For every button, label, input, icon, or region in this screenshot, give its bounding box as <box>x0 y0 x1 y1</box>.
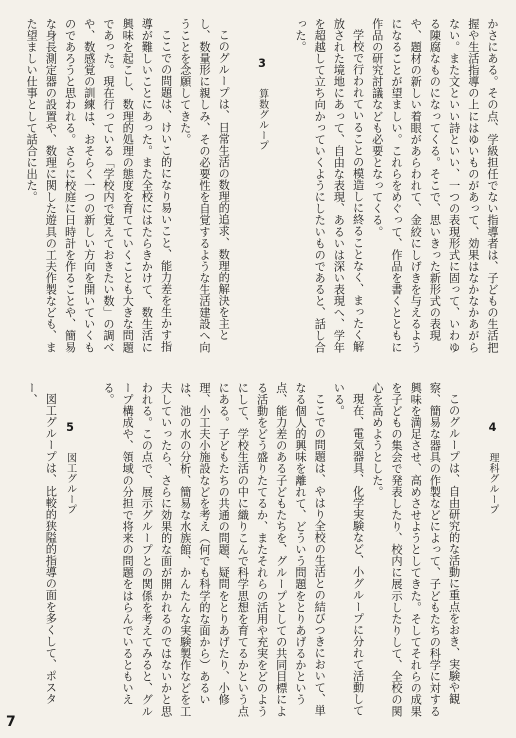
section3-number: 3 <box>255 57 269 71</box>
intro-paragraph: かさにある。その点、学級担任でない指導者は、子どもの生活把握や生活指導の上にはゆいものがあって、効果はなかなかあがらない。また文といい詩といい、一つの表現形式に固って、いわゆる陳腐なものになってくる。そこで、思いきった新形式の表現や、題材の新しい着眼があらわれて、金絞にしげきを与えるようになることが望ましい。これらをめぐって、作品を書くとともに作品の研究討議なども必要となってくる。 <box>370 18 499 353</box>
section-spacer <box>80 382 99 718</box>
section5-paragraph-1: 図工グループは、比較的狭隘的指導の面を多くして、ポスター、 <box>25 382 58 706</box>
lower-text-block <box>14 382 502 718</box>
section5-name: 図工グループ <box>64 452 76 515</box>
section-spacer <box>233 18 252 356</box>
section-spacer <box>272 18 291 356</box>
section-spacer <box>464 382 483 718</box>
section4-paragraph-1: このグループは、自由研究的な活動に重点をおき、実験や観察、簡易な器具の作製などによって、子どもたちの科学に対する興味を満足させ、高めさせようとしてきた。そしてそれらの成果を子どもの集会で発表したり、校内に展示したりして、全校の関心を高めようとした。 <box>370 382 461 717</box>
section4-name: 理科グループ <box>487 452 498 515</box>
closing-paragraph: 学校で行われていることの模造しに終ることなく、まったく解放された境地にあって、自由な表現、あるいは深い表現へ、学年を超越して立ち向かっていくようにしたいものであると、話し合った。 <box>293 18 365 353</box>
section4-number: 4 <box>486 421 499 435</box>
section5-heading <box>60 382 79 718</box>
page-number: 7 <box>6 714 16 730</box>
upper-text-block <box>14 18 502 356</box>
section4-heading <box>483 382 502 718</box>
section5-number: 5 <box>63 421 77 435</box>
section3-name: 算数グループ <box>256 88 268 151</box>
section3-paragraph-1: このグループは、日常生活の数理的追求、数理的解決を主とし、数量形に親しみ、その必要性を自覚するような生活建設へ向うことを念願してきた。 <box>178 18 231 353</box>
section3-paragraph-2: ここでの問題は、けいこ的になり易いこと、能力差を生かす指導が難しいことにあった。また全校にはたらきかけて、数生活に興味を起こし、数理的処理の態度を育てていくことも大きな問題であった。現在行っている「学校内で覚えておきたい数」の調べや、数感覚の訓練は、おそらく一つの新しい方向を開いていくものであろうと思われる。さらに校庭に日時計を作ることや、簡易な身長測定器の設置や、数理に関した遊具の工夫作製なども、また望ましい仕事として話合に出た。 <box>25 18 173 353</box>
section4-paragraph-3: ここでの問題は、やはり全校の生活との結びつきにおいて、単なる個人的興味を離れて、どういう問題をとりあげるかという点、能力差のある子どもたちを、グループとしての共同目標による活動をどう盛りたてるか、またそれらの活用や充実をどのようにして、学校生活の中に織りこんで科学思想を育てるかという点にある。子どもたちの共通の問題、疑問をとりあげたり、小修理、小工夫小施設などを考え（何でも科学的な面から）あるいは、池の水の分析、簡易な水族館、かんたんな実験製作などを工夫していったら、さらに効果的な面が開かれるのではないかと思われる。この点で、展示グループとの関係を考えてみると、グループ構成や、領域の分担で将来の問題をはらんでいるともいえる。 <box>101 382 327 717</box>
section4-paragraph-2: 現在、電気器具、化学実験など、小グループに分れて活動している。 <box>332 382 365 717</box>
section3-heading <box>252 18 271 356</box>
